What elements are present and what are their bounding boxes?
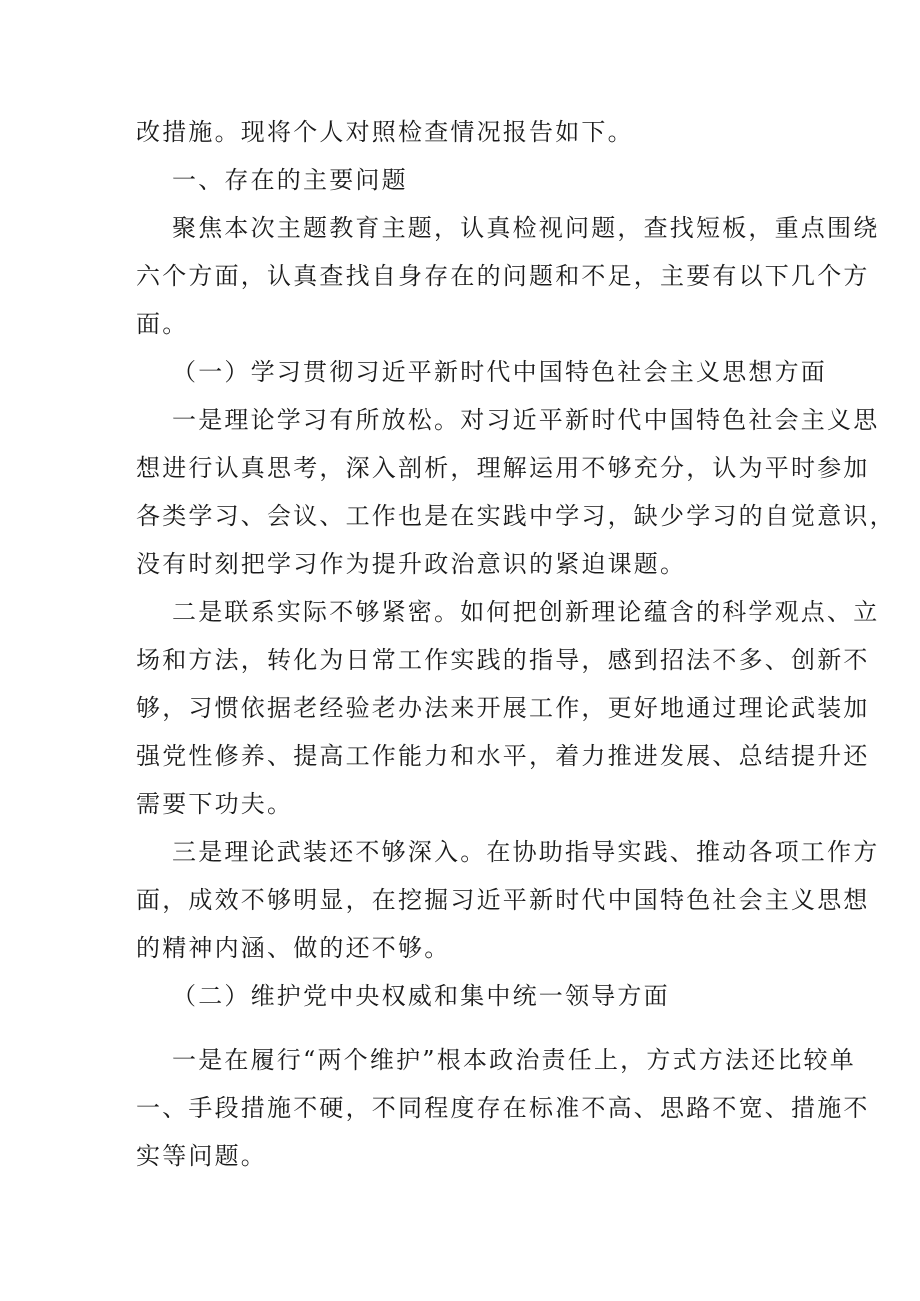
text-line: 聚焦本次主题教育主题，认真检视问题，查找短板，重点围绕 [172, 214, 880, 242]
text-line: 六个方面，认真查找自身存在的问题和不足，主要有以下几个方 [136, 262, 870, 290]
section-heading: 一、存在的主要问题 [172, 166, 408, 194]
text-line: 面。 [136, 310, 189, 338]
text-line: 一是在履行“两个维护”根本政治责任上，方式方法还比较单 [172, 1046, 856, 1074]
text-line: 够，习惯依据老经验老办法来开展工作，更好地通过理论武装加 [136, 694, 870, 722]
text-line: 一、手段措施不硬，不同程度存在标准不高、思路不宽、措施不 [136, 1094, 870, 1122]
text-line: 需要下功夫。 [136, 790, 294, 818]
text-line: 想进行认真思考，深入剖析，理解运用不够充分，认为平时参加 [136, 454, 870, 482]
text-line: 二是联系实际不够紧密。如何把创新理论蕴含的科学观点、立 [172, 598, 880, 626]
subsection-heading: （二）维护党中央权威和集中统一领导方面 [172, 982, 670, 1010]
text-line: 各类学习、会议、工作也是在实践中学习，缺少学习的自觉意识， [136, 502, 896, 530]
text-line: 场和方法，转化为日常工作实践的指导，感到招法不多、创新不 [136, 646, 870, 674]
text-line: 改措施。现将个人对照检查情况报告如下。 [136, 118, 634, 146]
text-line: 实等问题。 [136, 1142, 267, 1170]
text-line: 没有时刻把学习作为提升政治意识的紧迫课题。 [136, 550, 687, 578]
text-line: 强党性修养、提高工作能力和水平，着力推进发展、总结提升还 [136, 742, 870, 770]
text-line: 一是理论学习有所放松。对习近平新时代中国特色社会主义思 [172, 406, 880, 434]
text-line: 面，成效不够明显，在挖掘习近平新时代中国特色社会主义思想 [136, 886, 870, 914]
text-line: 的精神内涵、做的还不够。 [136, 934, 451, 962]
subsection-heading: （一）学习贯彻习近平新时代中国特色社会主义思想方面 [172, 358, 827, 386]
text-line: 三是理论武装还不够深入。在协助指导实践、推动各项工作方 [172, 838, 880, 866]
